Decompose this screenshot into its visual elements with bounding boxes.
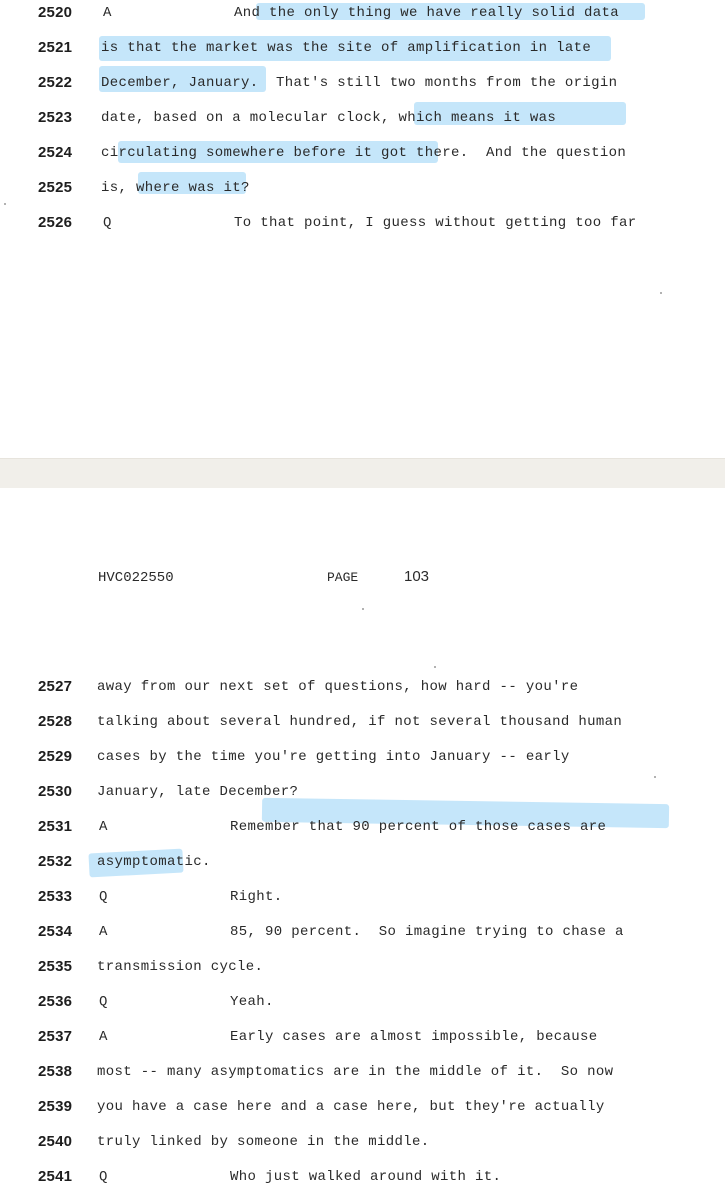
line-number: 2533 — [38, 888, 73, 905]
line-text: Yeah. — [230, 994, 274, 1010]
line-number: 2541 — [38, 1168, 73, 1185]
transcript-line — [0, 923, 725, 953]
line-number: 2532 — [38, 853, 73, 870]
transcript-line — [0, 4, 725, 34]
speaker-label: Q — [99, 994, 108, 1010]
line-number: 2531 — [38, 818, 73, 835]
speaker-label: A — [99, 924, 108, 940]
line-number: 2524 — [38, 144, 73, 161]
transcript-line — [0, 748, 725, 778]
transcript-line — [0, 1028, 725, 1058]
line-text: January, late December? — [97, 784, 299, 800]
line-text: Right. — [230, 889, 283, 905]
line-text: most -- many asymptomatics are in the middle of it. So now — [97, 1064, 614, 1080]
transcript-line — [0, 993, 725, 1023]
line-number: 2521 — [38, 39, 73, 56]
line-number: 2528 — [38, 713, 73, 730]
speaker-label: A — [99, 819, 108, 835]
speaker-label: A — [99, 1029, 108, 1045]
transcript-line — [0, 713, 725, 743]
line-text: cases by the time you're getting into January -- early — [97, 749, 570, 765]
transcript-line — [0, 39, 725, 69]
speaker-label: Q — [99, 1169, 108, 1185]
line-text: transmission cycle. — [97, 959, 264, 975]
scan-speck — [362, 608, 364, 610]
speaker-label: A — [103, 5, 112, 21]
line-text: December, January. That's still two months from the origin — [101, 75, 618, 91]
line-text: circulating somewhere before it got there. And the question — [101, 145, 627, 161]
line-text: To that point, I guess without getting too far — [234, 215, 637, 231]
transcript-line — [0, 888, 725, 918]
scan-speck — [660, 292, 662, 294]
line-number: 2526 — [38, 214, 73, 231]
scan-speck — [4, 203, 6, 205]
line-number: 2536 — [38, 993, 73, 1010]
line-number: 2535 — [38, 958, 73, 975]
scan-speck — [434, 666, 436, 668]
speaker-label: Q — [99, 889, 108, 905]
line-text: 85, 90 percent. So imagine trying to chase a — [230, 924, 624, 940]
line-number: 2520 — [38, 4, 73, 21]
line-number: 2537 — [38, 1028, 73, 1045]
line-text: truly linked by someone in the middle. — [97, 1134, 430, 1150]
line-number: 2534 — [38, 923, 73, 940]
line-text: And the only thing we have really solid data — [234, 5, 620, 21]
line-number: 2522 — [38, 74, 73, 91]
transcript-line — [0, 818, 725, 848]
transcript-line — [0, 853, 725, 883]
line-number: 2540 — [38, 1133, 73, 1150]
transcript-line — [0, 958, 725, 988]
page-separator — [0, 458, 725, 490]
transcript-line — [0, 1168, 725, 1198]
transcript-line — [0, 1133, 725, 1163]
line-text: talking about several hundred, if not several thousand human — [97, 714, 623, 730]
line-text: Early cases are almost impossible, because — [230, 1029, 598, 1045]
transcript-line — [0, 214, 725, 244]
line-number: 2538 — [38, 1063, 73, 1080]
line-text: asymptomatic. — [97, 854, 211, 870]
document-id: HVC022550 — [98, 570, 174, 586]
page-number: 103 — [404, 568, 430, 585]
transcript-line — [0, 109, 725, 139]
line-number: 2539 — [38, 1098, 73, 1115]
transcript-line — [0, 179, 725, 209]
scan-speck — [654, 776, 656, 778]
line-number: 2527 — [38, 678, 73, 695]
transcript-line — [0, 783, 725, 813]
transcript-line — [0, 1063, 725, 1093]
transcript-line — [0, 1098, 725, 1128]
transcript-line — [0, 144, 725, 174]
line-number: 2529 — [38, 748, 73, 765]
transcript-line — [0, 678, 725, 708]
line-text: is that the market was the site of amplification in late — [101, 40, 592, 56]
line-number: 2525 — [38, 179, 73, 196]
line-text: date, based on a molecular clock, which means it was — [101, 110, 557, 126]
transcript-line — [0, 74, 725, 104]
line-text: Who just walked around with it. — [230, 1169, 502, 1185]
line-number: 2530 — [38, 783, 73, 800]
page-label: PAGE — [327, 570, 359, 585]
transcript-page-top — [0, 0, 725, 458]
line-text: away from our next set of questions, how hard -- you're — [97, 679, 579, 695]
transcript-page-bottom — [0, 488, 725, 1200]
line-text: is, where was it? — [101, 180, 250, 196]
line-text: Remember that 90 percent of those cases are — [230, 819, 607, 835]
line-number: 2523 — [38, 109, 73, 126]
speaker-label: Q — [103, 215, 112, 231]
line-text: you have a case here and a case here, but they're actually — [97, 1099, 605, 1115]
